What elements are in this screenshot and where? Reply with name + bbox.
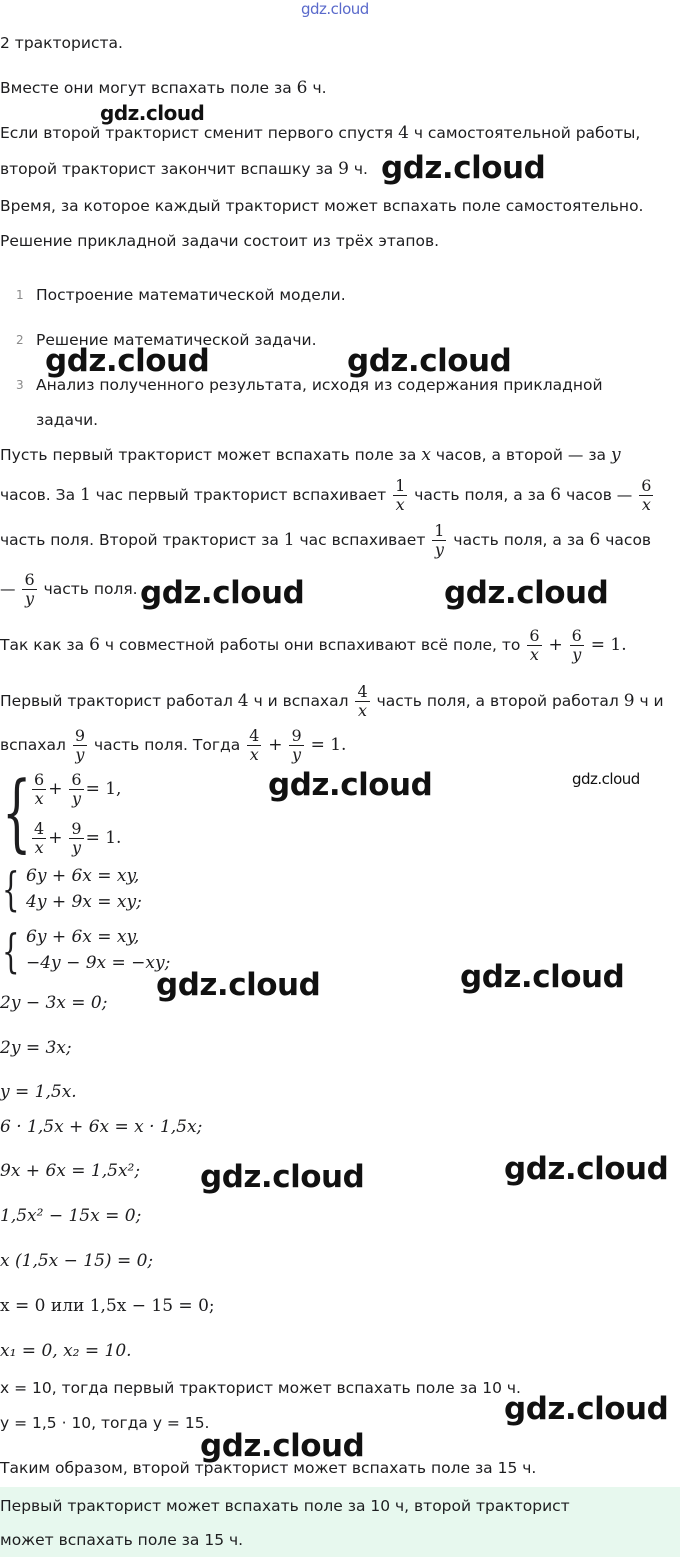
watermark-top: gdz.cloud	[301, 0, 369, 18]
watermark: gdz.cloud	[156, 967, 321, 1003]
model-line-7: вспахал $\frac{9}{y}$ часть поля. Тогда $\frac{4}{x}$ + $\frac{9}{y}$ = 1.	[0, 726, 347, 764]
model-line-1: Пусть первый тракторист может вспахать поле за x часов, а второй — за y	[0, 445, 621, 465]
solution-step: 1,5x² − 15x = 0;	[0, 1206, 142, 1226]
answer-line-2: может вспахать поле за 15 ч.	[0, 1531, 244, 1549]
watermark: gdz.cloud	[504, 1391, 669, 1427]
fraction-6-over-x: $\frac{6}{x}$	[641, 476, 652, 514]
model-line-4: — $\frac{6}{y}$ часть поля.	[0, 570, 138, 608]
solution-conclusion-x: x = 10, тогда первый тракторист может вспахать поле за 10 ч.	[0, 1379, 521, 1397]
model-line-3: часть поля. Второй тракторист за 1 час вспахивает $\frac{1}{y}$ часть поля, а за 6 часов	[0, 521, 652, 559]
model-line-2: часов. За 1 час первый тракторист вспахивает $\frac{1}{x}$ часть поля, а за 6 часов — $\frac{6}{x}$	[0, 476, 652, 514]
system-2-eq-2: 4y + 9x = xy;	[26, 892, 142, 912]
solution-step: 2y − 3x = 0;	[0, 993, 108, 1013]
fraction-1-over-x: $\frac{1}{x}$	[395, 476, 406, 514]
solution-summary: Таким образом, второй тракторист может вспахать поле за 15 ч.	[0, 1459, 537, 1477]
watermark: gdz.cloud	[45, 343, 210, 379]
model-line-6: Первый тракторист работал 4 ч и вспахал $\frac{4}{x}$ часть поля, а второй работал 9 ч и	[0, 682, 664, 720]
solution-step: x₁ = 0, x₂ = 10.	[0, 1341, 132, 1361]
solution-step: 2y = 3x;	[0, 1038, 72, 1058]
watermark: gdz.cloud	[140, 575, 305, 611]
stage-number: 3	[16, 378, 24, 392]
watermark: gdz.cloud	[381, 150, 546, 186]
system-2-eq-1: 6y + 6x = xy,	[26, 866, 140, 886]
watermark: gdz.cloud	[444, 575, 609, 611]
watermark: gdz.cloud	[504, 1151, 669, 1187]
given-together: Вместе они могут вспахать поле за 6 ч.	[0, 78, 327, 98]
given-condition-1: Если второй тракторист сменит первого спустя 4 ч самостоятельной работы,	[0, 123, 641, 143]
solution-step: 6 · 1,5x + 6x = x · 1,5x;	[0, 1117, 203, 1137]
answer-line-1: Первый тракторист может вспахать поле за 10 ч, второй тракторист	[0, 1497, 570, 1515]
given-find: Время, за которое каждый тракторист может вспахать поле самостоятельно.	[0, 197, 644, 215]
given-tractors: 2 тракториста.	[0, 34, 123, 52]
given-condition-2: второй тракторист закончит вспашку за 9 ч.	[0, 159, 368, 179]
watermark: gdz.cloud	[200, 1428, 365, 1464]
solution-step: 9x + 6x = 1,5x²;	[0, 1161, 141, 1181]
stages-intro: Решение прикладной задачи состоит из трёх этапов.	[0, 232, 440, 250]
solution-conclusion-y: y = 1,5 · 10, тогда y = 15.	[0, 1414, 210, 1432]
watermark: gdz.cloud	[347, 343, 512, 379]
system-brace: {	[2, 763, 32, 861]
stage-item-continued: задачи.	[36, 411, 99, 429]
watermark: gdz.cloud	[572, 770, 640, 788]
stage-number: 2	[16, 333, 24, 347]
solution-step: x = 0 или 1,5x − 15 = 0;	[0, 1296, 215, 1316]
system-1-eq-1: $\frac{6}{x}$ + $\frac{6}{y}$ = 1,	[34, 770, 122, 808]
solution-step: x (1,5x − 15) = 0;	[0, 1251, 154, 1271]
stage-number: 1	[16, 288, 24, 302]
stage-item: Анализ полученного результата, исходя из содержания прикладной	[36, 376, 603, 394]
system-3-eq-1: 6y + 6x = xy,	[26, 927, 140, 947]
watermark: gdz.cloud	[460, 959, 625, 995]
system-brace: {	[2, 862, 20, 916]
fraction-1-over-y: $\frac{1}{y}$	[434, 521, 445, 559]
watermark: gdz.cloud	[268, 767, 433, 803]
system-1-eq-2: $\frac{4}{x}$ + $\frac{9}{y}$ = 1.	[34, 819, 122, 857]
watermark: gdz.cloud	[100, 101, 205, 125]
stage-item: Решение математической задачи.	[36, 331, 317, 349]
solution-step: y = 1,5x.	[0, 1082, 77, 1102]
watermark: gdz.cloud	[200, 1159, 365, 1195]
system-brace: {	[2, 924, 20, 978]
answer-box	[0, 1487, 680, 1557]
stage-item: Построение математической модели.	[36, 286, 346, 304]
fraction-6-over-y: $\frac{6}{y}$	[24, 570, 35, 608]
system-3-eq-2: −4y − 9x = −xy;	[26, 953, 171, 973]
model-line-5: Так как за 6 ч совместной работы они вспахивают всё поле, то $\frac{6}{x}$ + $\frac{6}{y}$ = 1.	[0, 626, 627, 664]
